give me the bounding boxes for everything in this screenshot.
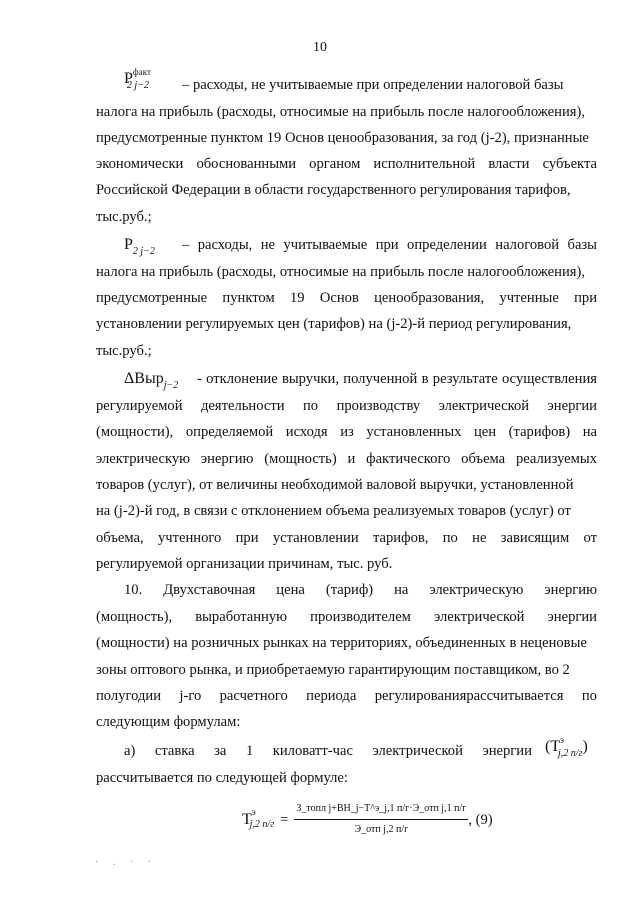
word: (тариф) — [325, 582, 374, 598]
p3-line-5: товаров (услуг), от величины необходимой валовой выручки, установленной — [96, 477, 574, 493]
word: 10. — [124, 582, 143, 598]
p4-line-1 — [124, 581, 597, 599]
word: энергии — [547, 609, 597, 625]
word: по — [581, 688, 597, 704]
close-paren: ) — [582, 738, 588, 755]
superscript: э — [560, 735, 564, 745]
p3-line-2: регулируемой деятельности по производству электрической энергии — [96, 398, 597, 414]
scan-specks: · . · · — [95, 857, 157, 868]
word: 1 — [245, 743, 254, 759]
word: энергии — [482, 743, 532, 759]
p1-line-6: тыс.руб.; — [96, 209, 152, 225]
word: выработанную — [195, 609, 288, 625]
formula-lhs: Т — [242, 810, 252, 828]
word: киловатт-час — [272, 743, 353, 759]
p3-line-4: электрическую энергию (мощность) и фактического объема реализуемых — [96, 451, 597, 467]
word: электрической — [434, 609, 525, 625]
p5-line-2: рассчитывается по следующей формуле: — [96, 770, 348, 786]
word: на — [394, 582, 409, 598]
equals-sign: = — [280, 811, 289, 828]
word: Двухставочная — [163, 582, 256, 598]
p1-line-4: экономически обоснованными органом исполнительной власти субъекта — [96, 156, 597, 172]
symbol-r: Р — [124, 70, 133, 87]
subscript: 2 j−2 — [132, 246, 155, 257]
p4-line-3: (мощности) на розничных рынках на территориях, объединенных в неценовые — [96, 635, 587, 651]
word: периода — [306, 688, 357, 704]
formula-denominator: Э_отп j,2 п/г — [354, 824, 409, 835]
p1-symbol — [124, 67, 151, 91]
p4-line-5 — [96, 687, 597, 705]
p1-line-3: предусмотренные пунктом 19 Основ ценообразования, за год (j-2), признанные — [96, 130, 589, 146]
word: электрической — [372, 743, 463, 759]
p4-line-4: зоны оптового рынка, и приобретаемую гарантирующим поставщиком, во 2 — [96, 662, 570, 678]
p1-line-1 — [182, 76, 597, 94]
subscript: 2 j−2 — [126, 80, 149, 91]
word: а) — [124, 743, 136, 759]
formula-lhs-sub: j,2 п/г — [249, 818, 275, 830]
p1-line-5: Российской Федерации в области государственного регулирования тарифов, — [96, 182, 571, 198]
word: расчетного — [219, 688, 288, 704]
p3-line-8: регулируемой организации причинам, тыс. руб. — [96, 556, 393, 572]
p4-line-6: следующим формулам: — [96, 714, 241, 730]
symbol-r: Р — [124, 236, 133, 253]
word: полугодии — [96, 688, 162, 704]
p2-line-5: тыс.руб.; — [96, 343, 152, 359]
p3-line-7: объема, учтенного при установлении тарифов, по не зависящим от — [96, 530, 597, 546]
subscript: j,2 п/г — [557, 748, 583, 759]
p3-line-6: на (j-2)-й год, в связи с отклонением объема реализуемых товаров (услуг) от — [96, 503, 571, 519]
word: за — [214, 743, 227, 759]
word: регулированиярассчитывается — [374, 688, 564, 704]
p2-line-1: – расходы, не учитываемые при определении налоговой базы — [182, 237, 597, 253]
formula-9 — [242, 800, 493, 839]
p2-symbol — [124, 236, 155, 256]
p2-line-2: налога на прибыль (расходы, относимые на прибыль после налогообложения), — [96, 264, 585, 280]
word: ставка — [154, 743, 195, 759]
p4-line-2 — [96, 608, 597, 626]
formula-numerator: З_топл j+ВН_j−Т^э_j,1 п/г·Э_отп j,1 п/г — [294, 800, 468, 820]
formula-number: , (9) — [468, 811, 493, 828]
p5-tariff-symbol — [545, 735, 588, 759]
word: электрическую — [429, 582, 524, 598]
p1-line-2 — [96, 103, 597, 121]
word: j-го — [179, 688, 202, 704]
word: энергию — [544, 582, 597, 598]
p3-line-1: - отклонение выручки, полученной в результате осуществления — [197, 371, 597, 387]
superscript: факт — [132, 67, 151, 77]
symbol-t: (Т — [545, 738, 561, 755]
formula-fraction — [294, 800, 468, 839]
page-number: 10 — [313, 40, 327, 55]
p3-line-3: (мощности), определяемой исходя из установленных цен (тарифов) на — [96, 424, 597, 440]
symbol-delta-vyr: ΔВыр — [124, 370, 164, 387]
text-line: – расходы, не учитываемые при определении налоговой базы — [182, 77, 564, 93]
p3-symbol — [124, 370, 178, 390]
subscript: j−2 — [163, 380, 179, 391]
p2-line-4: установлении регулируемых цен (тарифов) на (j-2)-й период регулирования, — [96, 316, 572, 332]
word: производителем — [310, 609, 411, 625]
formula-lhs-sup: э — [251, 806, 256, 817]
word: цена — [276, 582, 305, 598]
p5-line-1 — [124, 742, 532, 760]
word: (мощность), — [96, 609, 173, 625]
p2-line-3: предусмотренные пунктом 19 Основ ценообразования, учтенные при — [96, 290, 597, 306]
text-line: налога на прибыль (расходы, относимые на прибыль после налогообложения), — [96, 104, 585, 120]
